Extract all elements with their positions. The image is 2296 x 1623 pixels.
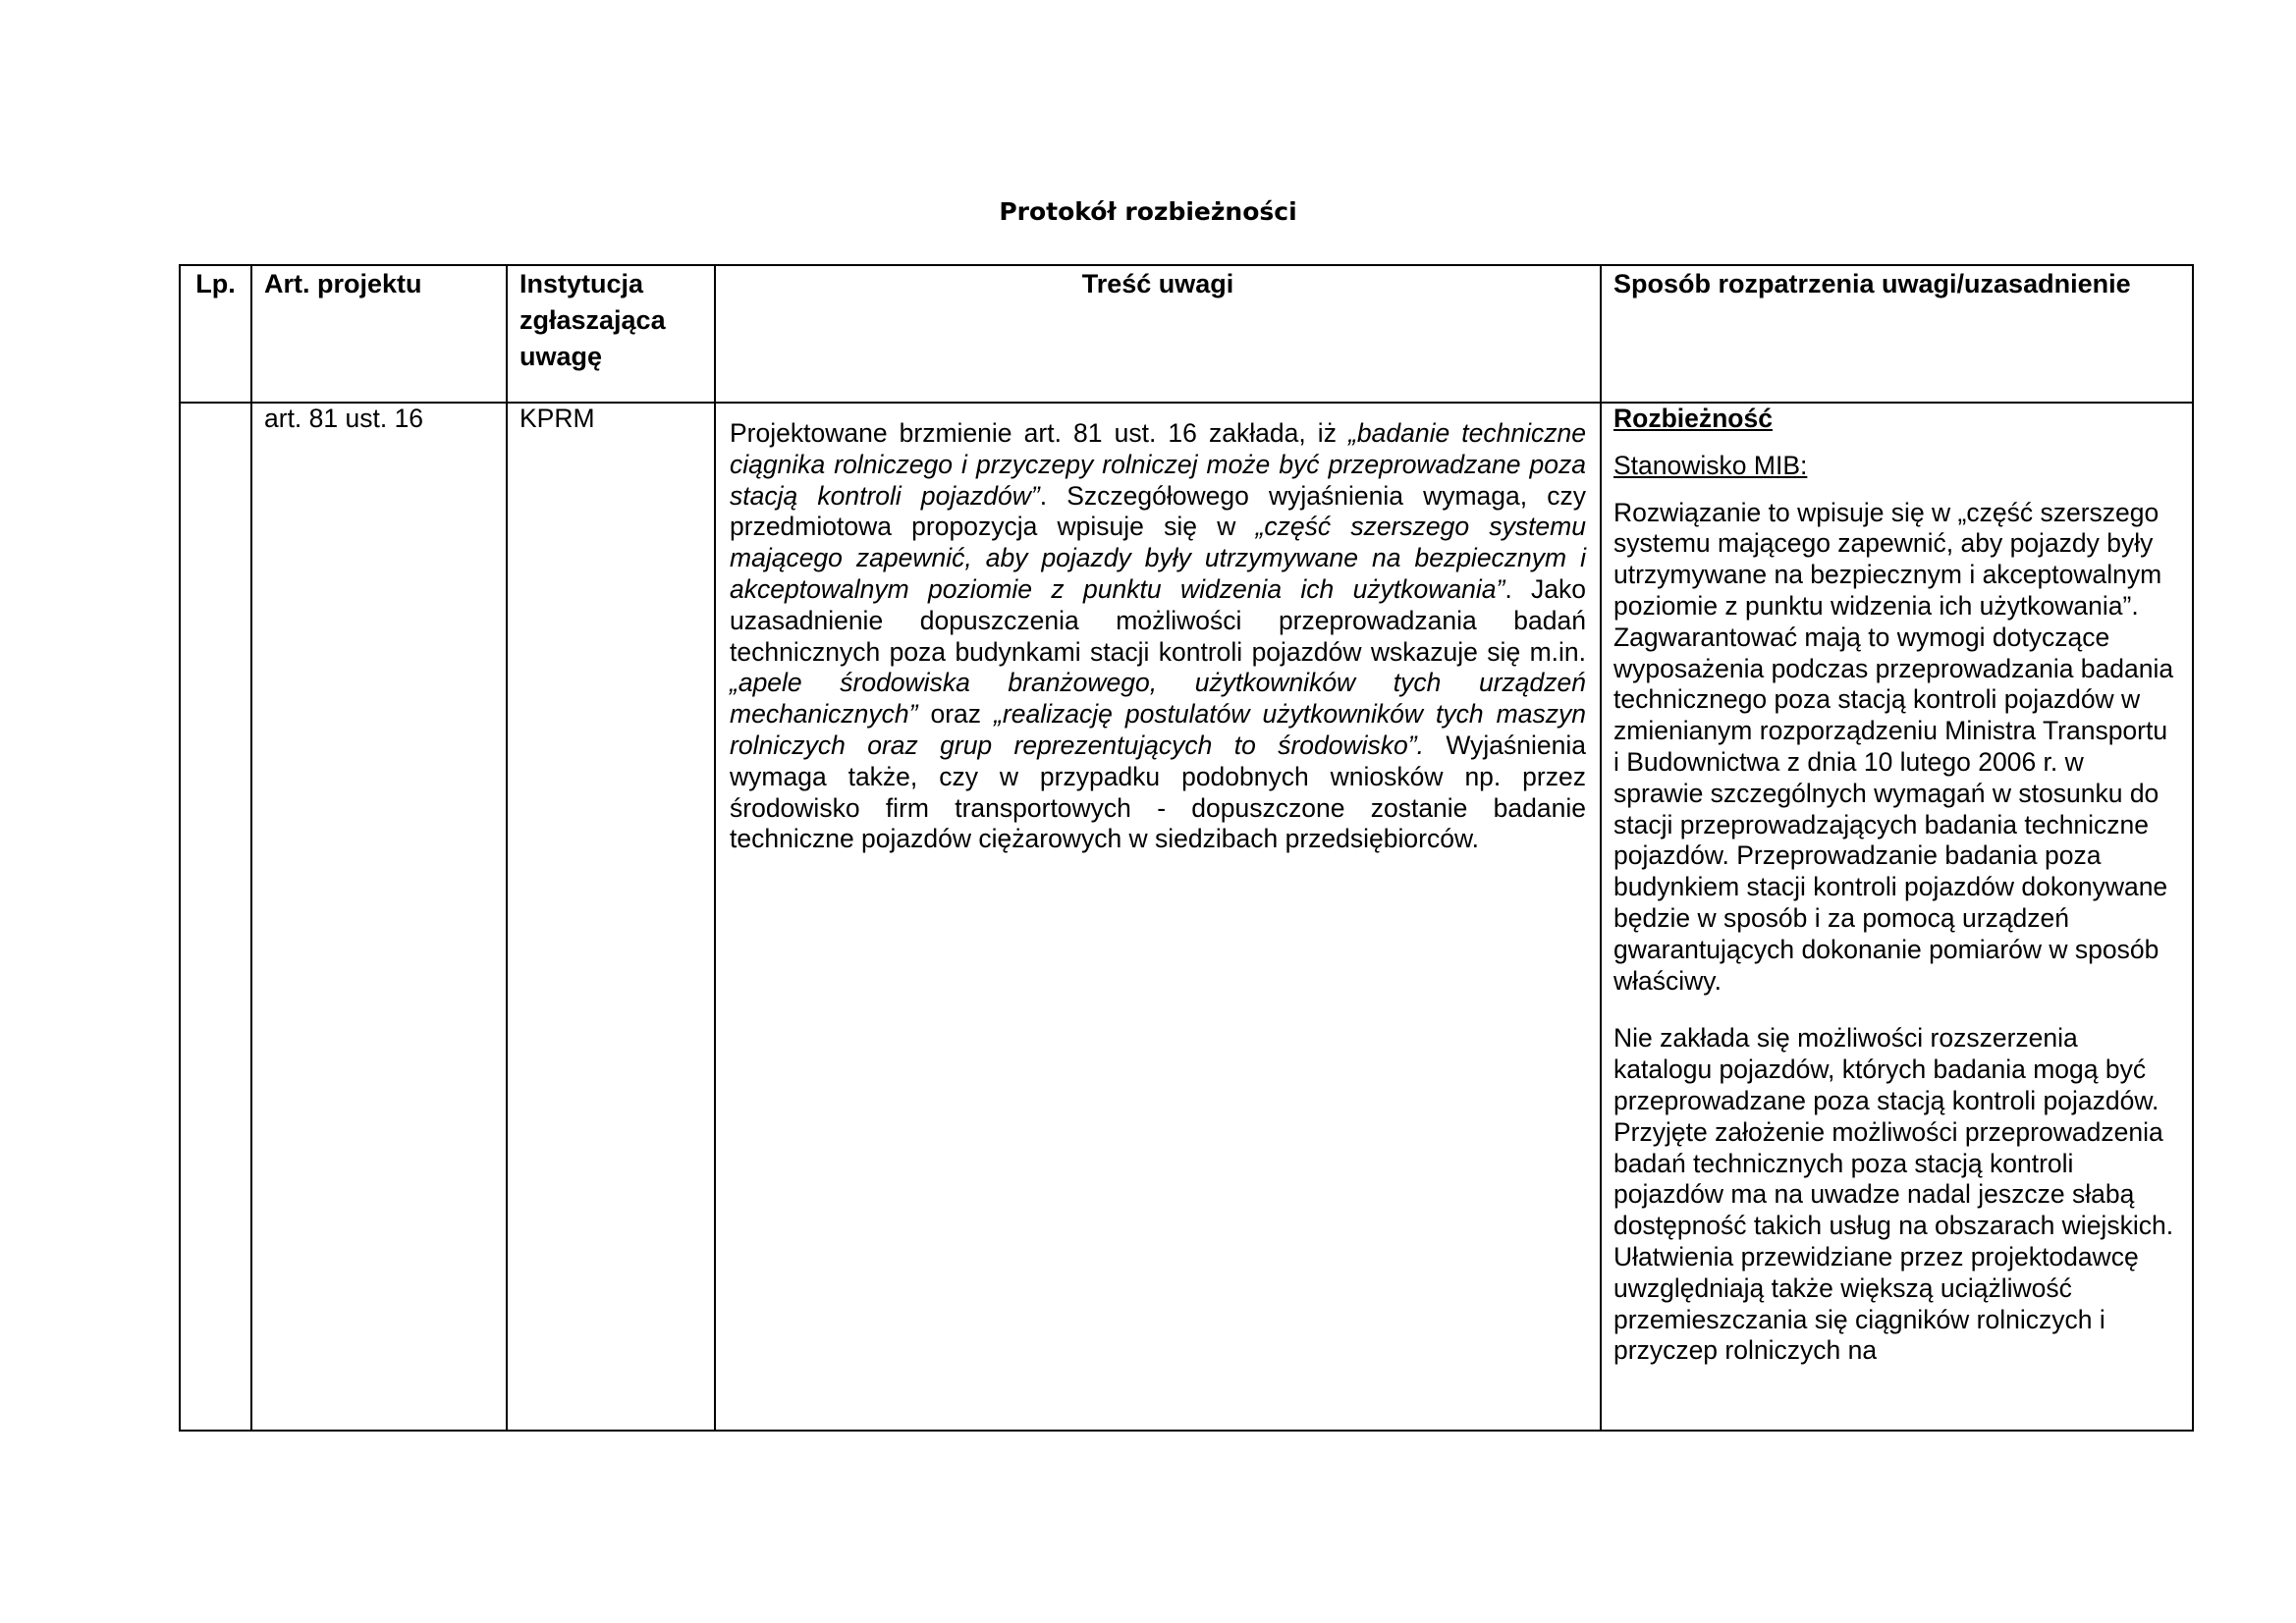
document-title: Protokół rozbieżności — [999, 197, 1297, 226]
header-row — [180, 265, 2193, 403]
header-art-projektu: Art. projektu — [251, 265, 507, 403]
header-tresc-uwagi: Treść uwagi — [715, 265, 1601, 403]
tresc-text: Projektowane brzmienie art. 81 ust. 16 zakłada, iż „badanie techniczne ciągnika rolniczego i przyczepy rolniczej może być przeprowadzane poza stacją kontroli pojazdów”. Szczegółowego wyjaśnienia wymaga, czy przedmiotowa propozycja wpisuje się w „część szerszego systemu mającego zapewnić, aby pojazdy były utrzymywane na bezpiecznym i akceptowalnym poziomie z punktu widzenia ich użytkowania”. Jako uzasadnienie dopuszczenia możliwości przeprowadzania badań technicznych poza budynkami stacji kontroli pojazdów wskazuje się m.in. „apele środowiska branżowego, użytkowników tych urządzeń mechanicznych” oraz „realizację postulatów użytkowników tych maszyn rolniczych oraz grup reprezentujących to środowisko”. Wyjaśnienia wymaga także, czy w przypadku podobnych wniosków np. przez środowisko firm transportowych - dopuszczone zostanie badanie techniczne pojazdów ciężarowych w siedzibach przedsiębiorców. — [730, 418, 1587, 854]
cell-tresc-uwagi — [715, 403, 1601, 1431]
header-instytucja: Instytucja zgłaszająca uwagę — [507, 265, 715, 403]
protocol-table — [179, 264, 2194, 1432]
cell-art-projektu: art. 81 ust. 16 — [251, 403, 507, 1431]
sposob-paragraph-2: Nie zakłada się możliwości rozszerzenia katalogu pojazdów, których badania mogą być przeprowadzane poza stacją kontroli pojazdów. Przyjęte założenie możliwości przeprowadzenia badań technicznych poza stacją kontroli pojazdów ma na uwadze nadal jeszcze słabą dostępność takich usług na obszarach wiejskich. Ułatwienia przewidziane przez projektodawcę uwzględniają także większą uciążliwość przemieszczania się ciągników rolniczych i przyczep rolniczych na — [1613, 1023, 2174, 1366]
cell-instytucja: KPRM — [507, 403, 715, 1431]
header-sposob-rozpatrzenia: Sposób rozpatrzenia uwagi/uzasadnienie — [1601, 265, 2193, 403]
header-lp: Lp. — [180, 265, 251, 403]
cell-lp — [180, 403, 251, 1431]
sposob-paragraph-1: Rozwiązanie to wpisuje się w „część szerszego systemu mającego zapewnić, aby pojazdy były utrzymywane na bezpiecznym i akceptowalnym poziomie z punktu widzenia ich użytkowania”. Zagwarantować mają to wymogi dotyczące wyposażenia podczas przeprowadzania badania technicznego poza stacją kontroli pojazdów w zmienianym rozporządzeniu Ministra Transportu i Budownictwa z dnia 10 lutego 2006 r. w sprawie szczególnych wymagań w stosunku do stacji przeprowadzających badania techniczne pojazdów. Przeprowadzanie badania poza budynkiem stacji kontroli pojazdów dokonywane będzie w sposób i za pomocą urządzeń gwarantujących dokonanie pomiarów w sposób właściwy. — [1613, 497, 2174, 996]
stanowisko-label: Stanowisko MIB: — [1613, 450, 1808, 480]
table-row — [180, 403, 2193, 1431]
cell-sposob-rozpatrzenia — [1601, 403, 2193, 1431]
table-header — [180, 265, 2193, 403]
rozbieznosc-heading: Rozbieżność — [1613, 404, 1773, 433]
